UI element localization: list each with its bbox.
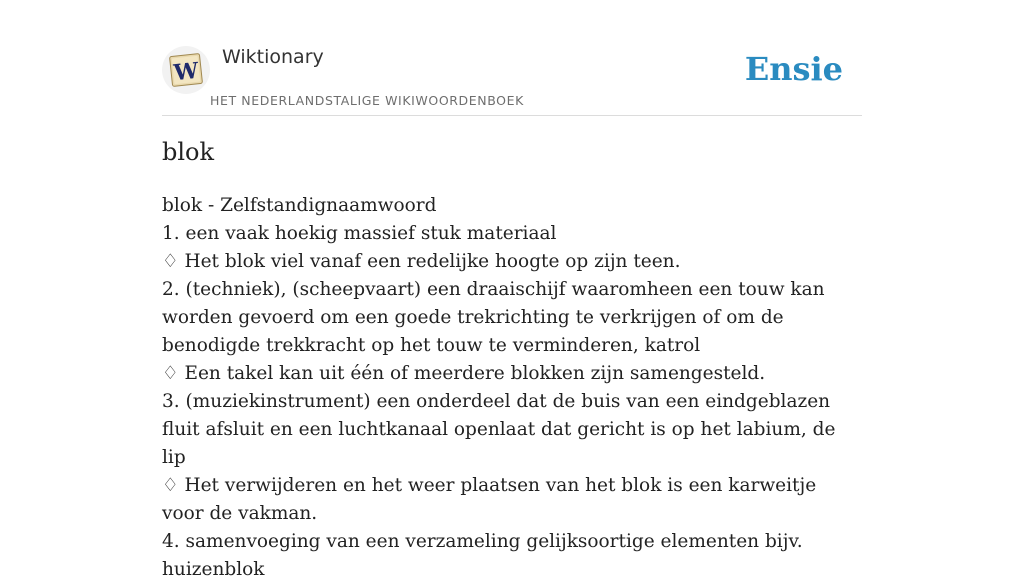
definition-1: 1. een vaak hoekig massief stuk materiaal: [162, 223, 557, 244]
entry-heading: blok - Zelfstandignaamwoord: [162, 195, 437, 216]
entry-body: [162, 192, 862, 584]
site-name[interactable]: Wiktionary: [222, 46, 324, 68]
example-3: ♢ Het verwijderen en het weer plaatsen van het blok is een karweitje voor de vakman.: [162, 475, 817, 524]
wiktionary-logo-icon[interactable]: [162, 46, 210, 94]
dictionary-card: [162, 0, 862, 580]
logo-letter: W: [172, 57, 200, 87]
definition-2: 2. (techniek), (scheepvaart) een draaischijf waaromheen een touw kan worden gevoerd om een goede trekrichting te verkrijgen of om de benodigde trekkracht op het touw te verminderen, katrol: [162, 279, 825, 356]
site-tagline: HET NEDERLANDSTALIGE WIKIWOORDENBOEK: [210, 93, 524, 108]
wiktionary-tile-icon: [162, 46, 210, 94]
example-2: ♢ Een takel kan uit één of meerdere blokken zijn samengesteld.: [162, 363, 766, 384]
example-1: ♢ Het blok viel vanaf een redelijke hoogte op zijn teen.: [162, 251, 681, 272]
ensie-brand-link[interactable]: Ensie: [744, 50, 843, 88]
entry-term: blok: [162, 138, 215, 166]
definition-4: 4. samenvoeging van een verzameling gelijksoortige elementen bijv. huizenblok: [162, 531, 803, 580]
definition-3: 3. (muziekinstrument) een onderdeel dat de buis van een eindgeblazen fluit afsluit en een luchtkanaal openlaat dat gericht is op het labium, de lip: [162, 391, 836, 468]
header-divider: [162, 115, 862, 116]
